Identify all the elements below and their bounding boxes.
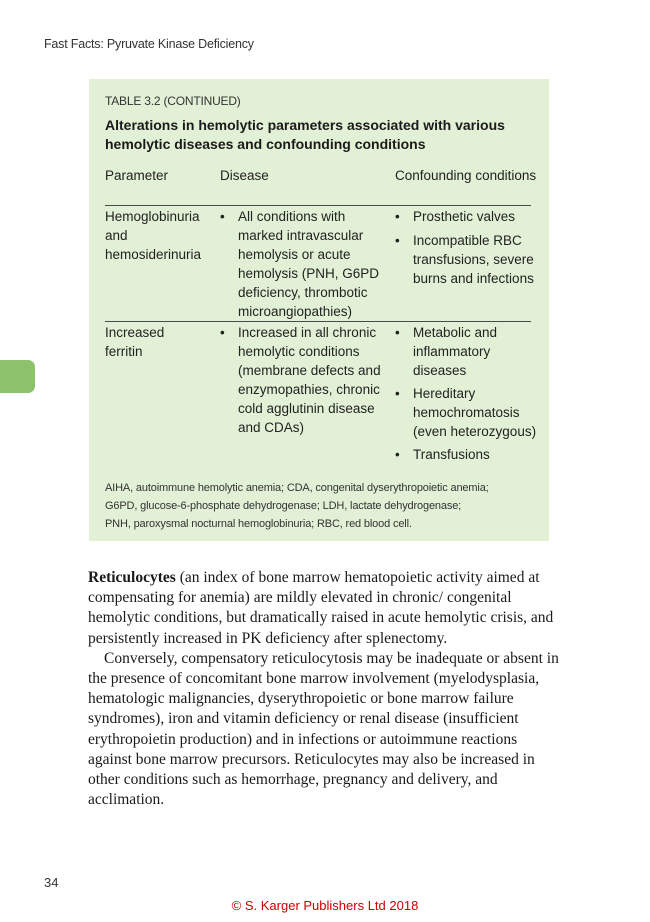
row2-parameter: Increased ferritin: [105, 325, 165, 359]
bullet: •: [395, 386, 400, 401]
row-rule: [105, 321, 531, 322]
header-rule: [105, 205, 531, 206]
header-disease: Disease: [220, 168, 269, 183]
paragraph-reticulocytes: Reticulocytes (an index of bone marrow hematopoietic activity aimed at compensating for anemia) are mildly elevated in chronic/ congenital hemolytic conditions, but dramatically raised in acute hemolytic crisis, and persistently increased in PK deficiency after splenectomy.: [88, 569, 554, 647]
header-parameter: Parameter: [105, 168, 169, 183]
term-reticulocytes: Reticulocytes: [88, 569, 176, 586]
bullet: •: [220, 325, 225, 340]
copyright-notice: © S. Karger Publishers Ltd 2018: [231, 898, 419, 913]
header-confounding: Confounding conditions: [395, 168, 537, 183]
table-title: Alterations in hemolytic parameters associated with various hemolytic diseases and confounding conditions: [105, 117, 505, 152]
page-number: 34: [44, 875, 59, 890]
running-head: Fast Facts: Pyruvate Kinase Deficiency: [44, 37, 254, 51]
paragraph-conversely: Conversely, compensatory reticulocytosis may be inadequate or absent in the presence of concomitant bone marrow involvement (myelodysplasia, hematologic malignancies, dyserythropoietic or bone marrow failure syndromes), iron and vitamin deficiency or renal disease (insufficient erythropoietin production) and in infections or autoimmune reactions against bone marrow precursors. Reticulocytes may also be increased in other conditions such as hemorrhage, pregnancy and delivery, and acclimation.: [88, 649, 559, 809]
bullet: •: [220, 209, 225, 224]
bullet: •: [395, 233, 400, 248]
body-text: [88, 568, 560, 810]
bullet: •: [395, 209, 400, 224]
table-label: TABLE 3.2 (CONTINUED): [105, 94, 241, 108]
bullet: •: [395, 325, 400, 340]
chapter-tab: [0, 360, 35, 393]
bullet: •: [395, 447, 400, 462]
row1-parameter: Hemoglobinuria and hemosiderinuria: [105, 209, 202, 262]
table-3-2: TABLE 3.2 (CONTINUED) Alterations in hemolytic parameters associated with various hemolytic diseases and confounding conditions Parameter Disease Confounding conditions Hemoglobinuria and hemosiderinuria • All conditions with marked intravascular hemolysis or acute hemolysis (PNH, G6PD deficiency, thrombotic microangiopathies) • Prosthetic valves • Incompatible RBC transfusions, severe burns and infections Increased ferritin • Increased in all chronic hemolytic conditions (membrane defects and enzymopathies, chronic cold agglutinin disease and CDAs) • Metabolic and inflammatory diseases • Hereditary hemochromatosis (even heterozygous) • Transfusions AIHA, autoimmune hemolytic anemia; CDA, congenital dyserythropoietic anemia; G6PD, glucose-6-phosphate dehydrogenase; LDH, lactate dehydrogenase; PNH, paroxysmal nocturnal hemoglobinuria; RBC, red blood cell.: [89, 79, 549, 541]
table-footnote: AIHA, autoimmune hemolytic anemia; CDA, congenital dyserythropoietic anemia; G6PD, glucose-6-phosphate dehydrogenase; LDH, lactate dehydrogenase; PNH, paroxysmal nocturnal hemoglobinuria; RBC, red blood cell.: [105, 482, 489, 530]
